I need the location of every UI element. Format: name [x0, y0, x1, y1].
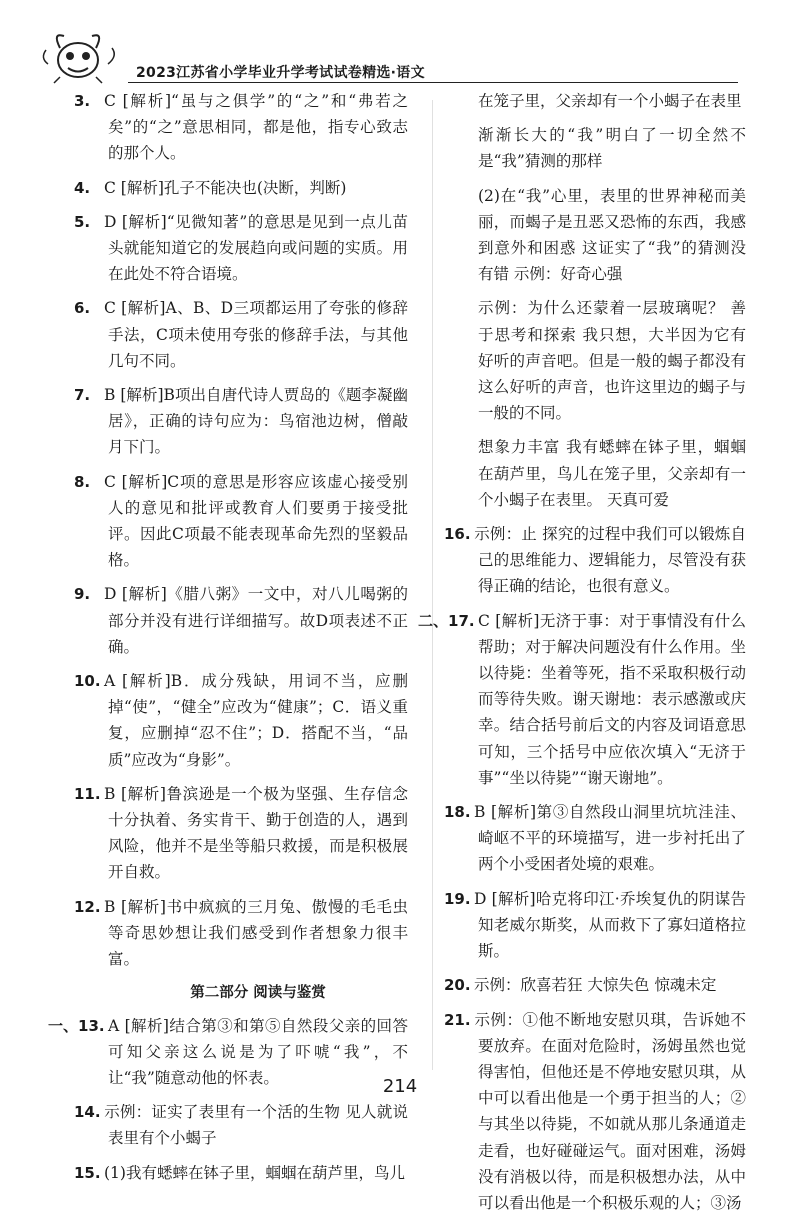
- answer-item-8: [74, 469, 408, 574]
- item-number: 4.: [74, 178, 91, 197]
- answer-item-4: [74, 175, 408, 201]
- item-number: 12.: [74, 897, 101, 916]
- item-text: 示例：欣喜若狂 大惊失色 惊魂未定: [474, 976, 717, 995]
- item-number: 19.: [444, 889, 471, 908]
- item-number: 10.: [74, 672, 101, 691]
- item-text: C [解析]无济于事：对于事情没有什么帮助；对于解决问题没有什么作用。坐以待毙：坐着等死，指不采取积极行动而等待失败。谢天谢地：表示感激或庆幸。结合括号前后文的内容及词语意思可知，三个括号中应依次填入“无济于事”“坐以待毙”“谢天谢地”。: [478, 611, 746, 787]
- item-number: 17.: [448, 611, 475, 630]
- answer-item-18: [444, 799, 746, 878]
- item-number: 11.: [74, 784, 101, 803]
- item-number: 7.: [74, 386, 91, 405]
- answer-item-21: [444, 1007, 746, 1217]
- item-number: 21.: [444, 1010, 471, 1029]
- answer-item-6: [74, 295, 408, 374]
- continuation-line: 示例：为什么还蒙着一层玻璃呢？ 善于思考和探索 我只想，大半因为它有好听的声音吧。但是一般的蝎子都没有这么好听的声音，也许这里边的蝎子与一般的不同。: [478, 299, 746, 423]
- answer-item-3: [74, 88, 408, 167]
- item-number: 9.: [74, 585, 91, 604]
- item-text: (1)我有蟋蟀在钵子里，蝈蝈在葫芦里，鸟儿: [104, 1163, 405, 1182]
- right-column: [418, 88, 746, 1224]
- column-divider: [432, 100, 433, 1070]
- item-text: C [解析]孔子不能决也(决断，判断): [104, 178, 347, 197]
- item-text: C [解析]C项的意思是形容应该虚心接受别人的意见和批评或教育人们要勇于接受批评。因此C项最不能表现革命先烈的坚毅品格。: [104, 472, 408, 570]
- item-number: 15.: [74, 1163, 101, 1182]
- answer-item-15: [74, 1160, 408, 1186]
- item-number: 6.: [74, 299, 91, 318]
- continuation-line: 渐渐长大的“我”明白了一切全然不是“我”猜测的那样: [478, 126, 746, 171]
- section-marker: 二、: [418, 611, 449, 630]
- answer-item-12: [74, 894, 408, 973]
- item-text: B [解析]第③自然段山洞里坑坑洼洼、崎岖不平的环境描写，进一步衬托出了两个小受困者处境的艰难。: [474, 803, 746, 874]
- item-number: 8.: [74, 472, 91, 491]
- answer-item-16: [444, 521, 746, 600]
- answer-item-9: [74, 581, 408, 660]
- page-header: [38, 22, 778, 84]
- continuation-line: 想象力丰富 我有蟋蟀在钵子里，蝈蝈在葫芦里，鸟儿在笼子里，父亲却有一个小蝎子在表里。 天真可爱: [478, 438, 746, 509]
- item-text: D [解析]《腊八粥》一文中，对八儿喝粥的部分并没有进行详细描写。故D项表述不正确。: [104, 585, 408, 656]
- item-text: 示例：止 探究的过程中我们可以锻炼自己的思维能力、逻辑能力，尽管没有获得正确的结论，也很有意义。: [474, 525, 746, 596]
- item-number: 3.: [74, 92, 91, 110]
- answer-item-5: [74, 209, 408, 288]
- item-number: 20.: [444, 976, 471, 995]
- answer-item-7: [74, 382, 408, 461]
- page-number: 214: [382, 1076, 418, 1097]
- item-text: D [解析]哈克将印江·乔埃复仇的阴谋告知老威尔斯奖，从而救下了寡妇道格拉斯。: [474, 889, 746, 961]
- header-rule: [128, 82, 738, 83]
- cartoon-mascot-icon: [38, 22, 124, 84]
- section-marker: 一、: [48, 1016, 79, 1035]
- answer-item-20: [444, 972, 746, 998]
- item-number: 14.: [74, 1103, 101, 1122]
- item-text: 示例：①他不断地安慰贝琪，告诉她不要放弃。在面对危险时，汤姆虽然也觉得害怕，但他还是不停地安慰贝琪，从中可以看出他是一个勇于担当的人；②与其坐以待毙，不如就从那儿条通道走走看，也好碰碰运气。面对困难，汤姆没有消极以待，而是积极想办法，从中可以看出他是一个积极乐观的人；③汤: [474, 1010, 746, 1212]
- answer-item-19: [444, 886, 746, 965]
- continuation-line: (2)在“我”心里，表里的世界神秘而美丽，而蝎子是丑恶又恐怖的东西，我感到意外和困惑 这证实了“我”的猜测没有错 示例：好奇心强: [478, 186, 746, 284]
- item-text: C [解析]“虽与之俱学”的“之”和“弗若之矣”的“之”意思相同，都是他，指专心致志的那个人。: [104, 92, 408, 163]
- answer-item-11: [74, 781, 408, 886]
- header-title: 2023江苏省小学毕业升学考试试卷精选·语文: [136, 65, 425, 81]
- answer-item-17: [418, 608, 746, 791]
- item-number: 16.: [444, 525, 471, 544]
- item-text: A [解析]B．成分残缺，用词不当，应删掉“使”，“健全”应改为“健康”；C．语义重复，应删掉“忍不住”；D．搭配不当，“品质”应改为“身影”。: [104, 672, 408, 769]
- item-text: C [解析]A、B、D三项都运用了夸张的修辞手法，C项未使用夸张的修辞手法，与其他几句不同。: [104, 299, 408, 370]
- item-text: B [解析]B项出自唐代诗人贾岛的《题李凝幽居》，正确的诗句应为：鸟宿池边树，僧敲月下门。: [104, 386, 408, 457]
- item-number: 18.: [444, 803, 471, 822]
- answer-item-14: [74, 1099, 408, 1151]
- item-number: 5.: [74, 212, 91, 231]
- item-text: B [解析]书中疯疯的三月兔、傲慢的毛毛虫等奇思妙想让我们感受到作者想象力很丰富。: [104, 897, 408, 969]
- item-text: A [解析]结合第③和第⑤自然段父亲的回答可知父亲这么说是为了吓唬“我”，不让“我”随意动他的怀表。: [108, 1016, 408, 1087]
- continuation-line: 在笼子里，父亲却有一个小蝎子在表里: [478, 92, 742, 110]
- left-column: [48, 88, 408, 1194]
- item-text: B [解析]鲁滨逊是一个极为坚强、生存信念十分执着、务实肯干、勤于创造的人，遇到风险，他并不是坐等船只救援，而是积极展开自救。: [104, 784, 408, 882]
- item-text: 示例：证实了表里有一个活的生物 见人就说表里有个小蝎子: [104, 1103, 408, 1148]
- section-heading: 第二部分 阅读与鉴赏: [190, 985, 326, 1002]
- item-number: 13.: [78, 1016, 105, 1035]
- item-text: D [解析]“见微知著”的意思是见到一点儿苗头就能知道它的发展趋向或问题的实质。用在此处不符合语境。: [104, 212, 408, 284]
- answer-item-10: [74, 668, 408, 773]
